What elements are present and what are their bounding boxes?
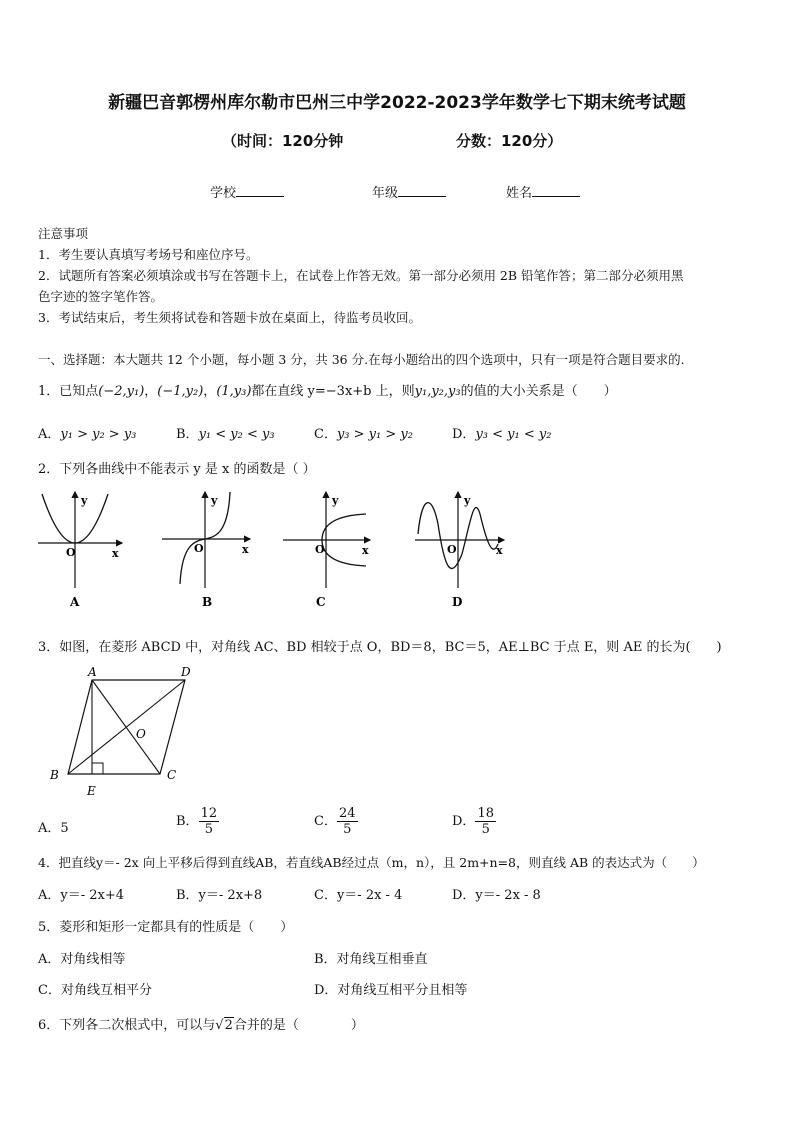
section-heading: 一、选择题：本大题共 12 个小题，每小题 3 分，共 36 分.在每小题给出的四个选项中，只有一项是符合题目要求的. xyxy=(38,352,685,367)
q1-point-1: (−2,y₁) xyxy=(98,384,145,399)
q1-option-d-label: D． xyxy=(452,427,476,442)
graph-d-label: D xyxy=(452,595,463,609)
q1-option-c-expr: y₃ > y₁ > y₂ xyxy=(336,427,413,442)
right-angle-mark xyxy=(92,763,103,774)
point-d-label: D xyxy=(181,665,191,679)
notes-item-1: 1．考生要认真填写考场号和座位序号。 xyxy=(38,247,259,262)
q5-option-b[interactable]: B．对角线互相垂直 xyxy=(314,952,428,967)
q3-option-d-label: D． xyxy=(452,814,476,829)
q3-option-c-num: 24 xyxy=(338,806,356,821)
notes-item-2b: 色字迹的签字笔作答。 xyxy=(38,289,164,304)
q2-graphs xyxy=(30,484,530,614)
question-1-stem xyxy=(38,380,617,399)
q1-suffix: 的值的大小关系是（ ） xyxy=(460,384,617,399)
q1-option-a-expr: y₁ > y₂ > y₃ xyxy=(60,427,137,442)
grade-field xyxy=(372,182,446,201)
graph-b-y-label: y xyxy=(211,494,218,507)
point-a-label: A xyxy=(88,665,97,679)
q5-option-c[interactable]: C．对角线互相平分 xyxy=(38,983,152,998)
graph-d xyxy=(415,492,504,609)
exam-score: 分数：120分） xyxy=(456,132,563,150)
graph-a-x-label: x xyxy=(112,547,119,560)
graph-c xyxy=(283,492,370,609)
notes-item-3: 3．考试结束后，考生须将试卷和答题卡放在桌面上，待监考员收回。 xyxy=(38,310,421,325)
q3-option-c-label: C． xyxy=(314,814,337,829)
point-c-label: C xyxy=(167,768,177,782)
graph-c-origin: O xyxy=(315,543,325,556)
point-b-label: B xyxy=(50,768,59,782)
q4-option-a[interactable]: A．y＝- 2x+4 xyxy=(38,888,125,903)
graph-a-y-label: y xyxy=(81,494,88,507)
q1-prefix: 1．已知点 xyxy=(38,384,99,399)
name-field xyxy=(506,182,580,201)
q3-option-a[interactable]: A．5 xyxy=(38,821,69,836)
school-label: 学校 xyxy=(210,186,237,201)
school-blank xyxy=(236,184,284,197)
q1-option-a-label: A． xyxy=(38,427,61,442)
question-4-stem: 4．把直线y＝- 2x 向上平移后得到直线AB，若直线AB经过点（m，n），且 2m+n=8，则直线 AB 的表达式为（ ） xyxy=(38,855,705,870)
q4-option-d[interactable]: D．y＝- 2x - 8 xyxy=(452,888,541,903)
graph-a xyxy=(38,492,122,609)
q3-option-b-frac xyxy=(199,806,220,837)
q6-prefix: 6．下列各二次根式中，可以与 xyxy=(38,1018,216,1033)
q3-option-b[interactable] xyxy=(176,806,219,837)
question-6-stem xyxy=(38,1014,364,1033)
q1-mid: 都在直线 y=−3x+b 上，则 xyxy=(251,384,415,399)
q3-option-c-den: 5 xyxy=(343,822,352,837)
notes-heading: 注意事项 xyxy=(38,226,89,241)
q3-option-b-num: 12 xyxy=(200,806,218,821)
q1-option-b-expr: y₁ < y₂ < y₃ xyxy=(198,427,275,442)
graph-b-label: B xyxy=(202,595,213,609)
graph-d-origin: O xyxy=(447,543,457,556)
q1-option-d[interactable] xyxy=(452,423,551,442)
q1-sep-1: ， xyxy=(144,384,158,399)
q3-option-b-label: B． xyxy=(176,814,199,829)
question-5-stem: 5．菱形和矩形一定都具有的性质是（ ） xyxy=(38,920,294,935)
name-label: 姓名 xyxy=(506,186,533,201)
point-e-label: E xyxy=(87,784,96,798)
grade-label: 年级 xyxy=(372,186,399,201)
question-3-stem: 3．如图，在菱形 ABCD 中，对角线 AC、BD 相较于点 O，BD＝8，BC＝5，AE⊥BC 于点 E，则 AE 的长为( ) xyxy=(38,640,722,655)
point-o-label: O xyxy=(136,727,146,741)
name-blank xyxy=(532,184,580,197)
graph-d-x-label: x xyxy=(496,544,503,557)
q5-option-d[interactable]: D．对角线互相平分且相等 xyxy=(314,983,468,998)
graph-b xyxy=(162,492,250,609)
q3-rhombus-figure xyxy=(40,662,210,802)
q3-option-c[interactable] xyxy=(314,806,358,837)
graph-a-label: A xyxy=(70,595,80,609)
q4-option-c[interactable]: C．y＝- 2x - 4 xyxy=(314,888,403,903)
q1-option-d-expr: y₃ < y₁ < y₂ xyxy=(475,427,552,442)
q6-radicand: 2 xyxy=(224,1018,233,1033)
q1-option-c-label: C． xyxy=(314,427,337,442)
grade-blank xyxy=(398,184,446,197)
q6-suffix: 合并的是（ ） xyxy=(233,1018,364,1033)
graph-c-y-label: y xyxy=(332,494,339,507)
q1-vars: y₁,y₂,y₃ xyxy=(414,384,461,399)
q1-point-2: (−1,y₂) xyxy=(157,384,204,399)
q3-option-d-den: 5 xyxy=(481,822,490,837)
q1-option-b-label: B． xyxy=(176,427,199,442)
question-2-stem: 2．下列各曲线中不能表示 y 是 x 的函数是（ ） xyxy=(38,462,316,477)
graph-a-origin: O xyxy=(66,546,76,559)
graph-c-label: C xyxy=(316,595,326,609)
q3-option-b-den: 5 xyxy=(204,822,213,837)
q5-option-a[interactable]: A．对角线相等 xyxy=(38,952,126,967)
graph-c-x-label: x xyxy=(362,544,369,557)
q3-option-d-frac xyxy=(475,806,496,837)
q6-sqrt: √2 xyxy=(215,1018,233,1033)
q1-option-a[interactable] xyxy=(38,423,136,442)
page-title: 新疆巴音郭楞州库尔勒市巴州三中学2022-2023学年数学七下期末统考试题 xyxy=(108,93,686,113)
q3-option-c-frac xyxy=(337,806,358,837)
q1-option-c[interactable] xyxy=(314,423,413,442)
graph-b-origin: O xyxy=(194,542,204,555)
q1-option-b[interactable] xyxy=(176,423,275,442)
q1-sep-2: ， xyxy=(203,384,217,399)
q1-point-3: (1,y₃) xyxy=(216,384,252,399)
q3-option-d-num: 18 xyxy=(477,806,494,821)
notes-item-2a: 2．试题所有答案必须填涂或书写在答题卡上，在试卷上作答无效。第一部分必须用 2B 铅笔作答；第二部分必须用黑 xyxy=(38,268,684,283)
school-field xyxy=(210,182,284,201)
graph-b-x-label: x xyxy=(242,543,249,556)
q4-option-b[interactable]: B．y＝- 2x+8 xyxy=(176,888,263,903)
diagonal-bd xyxy=(68,680,185,774)
graph-d-y-label: y xyxy=(464,494,471,507)
exam-time: （时间：120分钟 xyxy=(222,132,344,150)
q3-option-d[interactable] xyxy=(452,806,496,837)
